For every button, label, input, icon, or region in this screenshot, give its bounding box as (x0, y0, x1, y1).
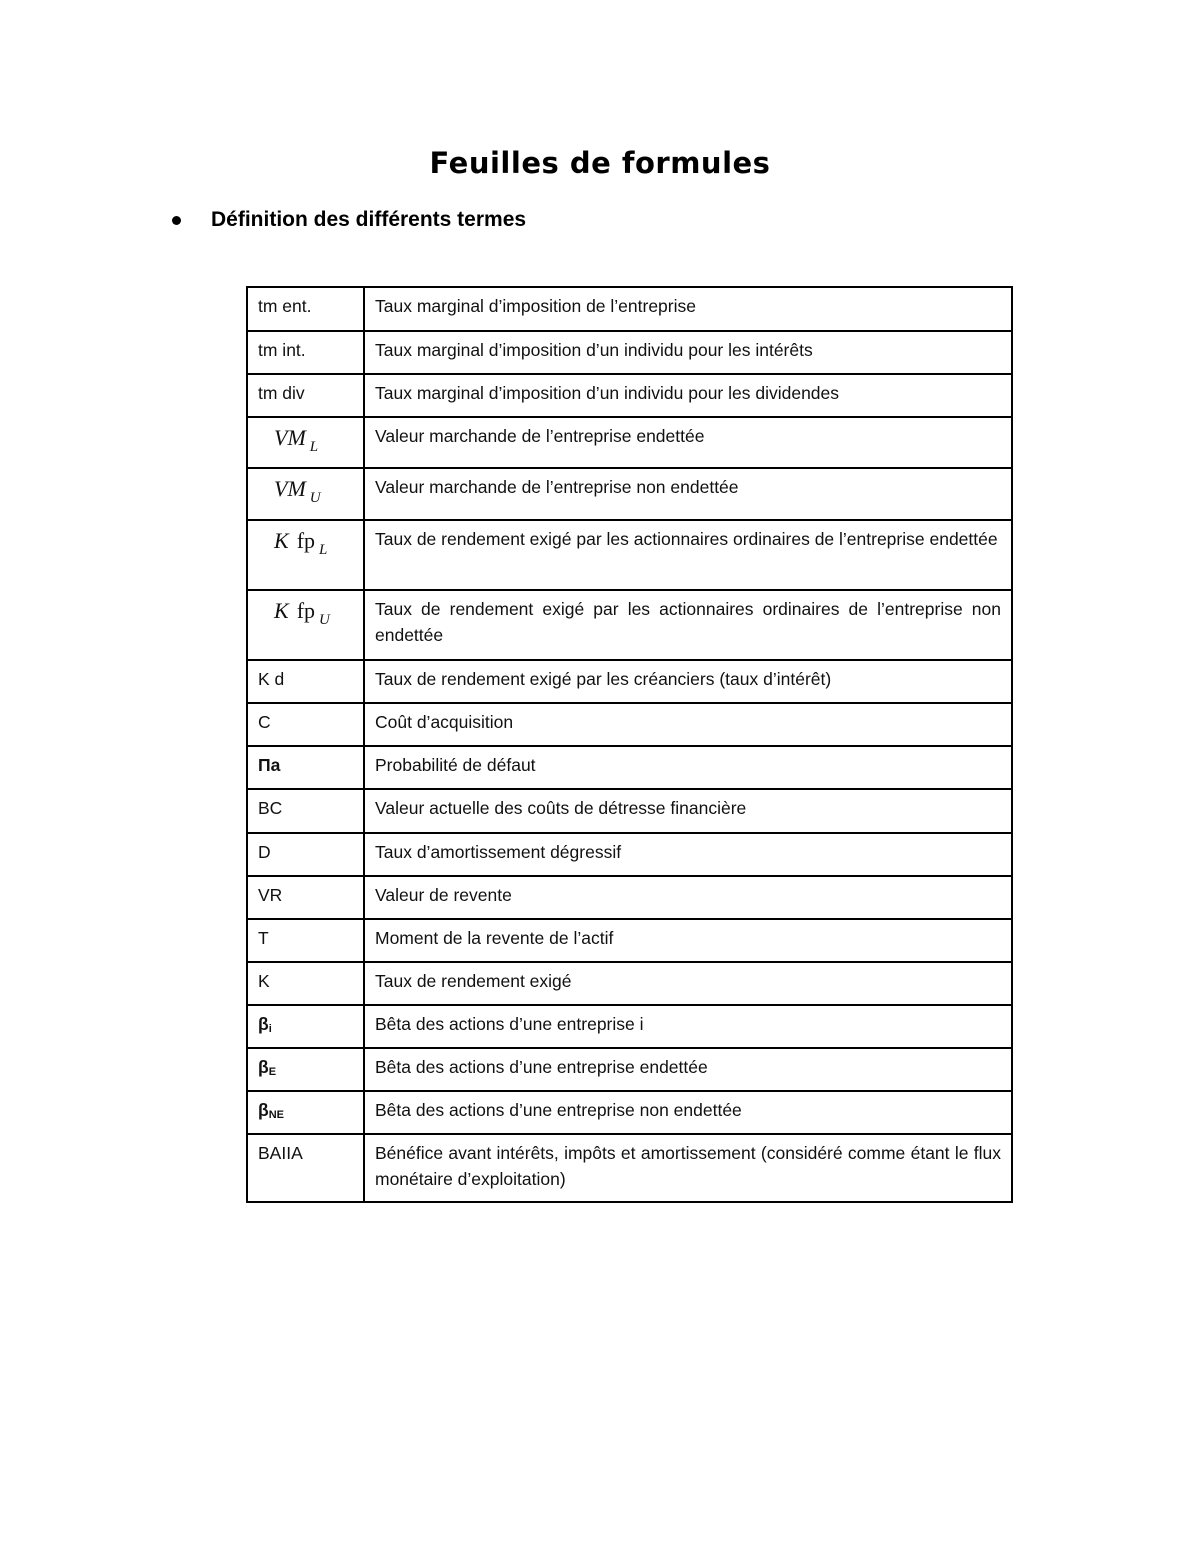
term-symbol-cell (247, 590, 364, 660)
math-symbol (258, 526, 327, 565)
beta-subscript: i (268, 1023, 272, 1035)
term-symbol: tm int. (258, 340, 306, 360)
math-symbol-subscript: L (309, 439, 319, 455)
beta-subscript: E (268, 1066, 277, 1078)
table-row (247, 660, 1012, 703)
math-symbol (258, 423, 318, 462)
table-row (247, 1048, 1012, 1091)
beta-subscript: NE (268, 1109, 284, 1121)
math-symbol (258, 596, 330, 635)
term-symbol: BAIIA (258, 1143, 303, 1163)
math-symbol-mid: fp (296, 528, 316, 553)
term-definition: Taux marginal d’imposition d’un individu pour les dividendes (364, 374, 1012, 417)
term-symbol-cell (247, 746, 364, 789)
term-definition: Taux de rendement exigé (364, 962, 1012, 1005)
table-row (247, 1091, 1012, 1134)
table-row (247, 287, 1012, 331)
term-definition: Valeur marchande de l’entreprise non endettée (364, 468, 1012, 520)
term-symbol-cell (247, 1134, 364, 1202)
term-symbol: tm div (258, 383, 305, 403)
term-definition: Taux marginal d’imposition d’un individu pour les intérêts (364, 331, 1012, 374)
bullet-icon (172, 216, 181, 225)
term-definition: Moment de la revente de l’actif (364, 919, 1012, 962)
term-definition: Taux d’amortissement dégressif (364, 833, 1012, 876)
term-symbol-cell (247, 468, 364, 520)
table-row (247, 590, 1012, 660)
term-definition: Taux de rendement exigé par les créanciers (taux d’intérêt) (364, 660, 1012, 703)
table-row (247, 746, 1012, 789)
term-symbol-cell (247, 789, 364, 833)
term-symbol-cell (247, 1091, 364, 1134)
table-row (247, 1005, 1012, 1048)
section-heading (172, 208, 526, 232)
term-symbol-cell (247, 919, 364, 962)
term-definition: Coût d’acquisition (364, 703, 1012, 746)
term-symbol-cell (247, 962, 364, 1005)
beta-symbol: β (258, 1100, 269, 1120)
table-row (247, 374, 1012, 417)
table-row (247, 876, 1012, 919)
math-symbol-main: K (274, 598, 289, 623)
page-title: Feuilles de formules (429, 146, 771, 180)
table-row (247, 468, 1012, 520)
math-symbol-subscript: L (319, 542, 328, 558)
beta-symbol: β (258, 1057, 269, 1077)
term-symbol-cell (247, 1048, 364, 1091)
term-definition: Valeur actuelle des coûts de détresse financière (364, 789, 1012, 833)
term-symbol-cell (247, 287, 364, 331)
term-definition: Bêta des actions d’une entreprise i (364, 1005, 1012, 1048)
term-definition: Probabilité de défaut (364, 746, 1012, 789)
term-definition: Taux de rendement exigé par les actionnaires ordinaires de l’entreprise non endettée (364, 590, 1012, 660)
term-definition: Bêta des actions d’une entreprise endettée (364, 1048, 1012, 1091)
term-definition: Valeur de revente (364, 876, 1012, 919)
math-symbol-subscript: U (309, 490, 321, 506)
term-symbol-cell (247, 520, 364, 590)
term-symbol-cell (247, 331, 364, 374)
term-definition: Taux marginal d’imposition de l’entreprise (364, 287, 1012, 331)
table-row (247, 417, 1012, 468)
section-heading-text: Définition des différents termes (211, 208, 527, 231)
term-symbol: C (258, 712, 271, 732)
term-definition: Bêta des actions d’une entreprise non endettée (364, 1091, 1012, 1134)
term-symbol-cell (247, 833, 364, 876)
table-row (247, 1134, 1012, 1202)
term-symbol: K (258, 971, 270, 991)
term-symbol: D (258, 842, 271, 862)
term-symbol-cell (247, 1005, 364, 1048)
beta-symbol: β (258, 1014, 269, 1034)
table-row (247, 919, 1012, 962)
math-symbol-main: VM (274, 425, 306, 450)
table-row (247, 331, 1012, 374)
math-symbol-main: VM (274, 476, 306, 501)
table-row (247, 789, 1012, 833)
term-symbol: tm ent. (258, 296, 312, 316)
table-row (247, 833, 1012, 876)
term-symbol: T (258, 928, 269, 948)
term-symbol-cell (247, 703, 364, 746)
table-row (247, 962, 1012, 1005)
term-symbol-cell (247, 374, 364, 417)
table-row (247, 520, 1012, 590)
definitions-table (246, 286, 1013, 1203)
term-symbol-cell (247, 876, 364, 919)
term-definition: Bénéfice avant intérêts, impôts et amortissement (considéré comme étant le flux monétaire d’exploitation) (364, 1134, 1012, 1202)
term-symbol: Πa (258, 755, 281, 775)
math-symbol-subscript: U (319, 612, 330, 628)
table-row (247, 703, 1012, 746)
definitions-table-body (247, 287, 1012, 1202)
math-symbol-main: K (274, 528, 289, 553)
math-symbol-mid: fp (296, 598, 316, 623)
term-symbol: K d (258, 669, 285, 689)
term-definition: Valeur marchande de l’entreprise endettée (364, 417, 1012, 468)
term-symbol-cell (247, 660, 364, 703)
math-symbol (258, 474, 321, 513)
term-symbol: VR (258, 885, 283, 905)
term-symbol: BC (258, 798, 283, 818)
term-symbol-cell (247, 417, 364, 468)
term-definition: Taux de rendement exigé par les actionnaires ordinaires de l’entreprise endettée (364, 520, 1012, 590)
